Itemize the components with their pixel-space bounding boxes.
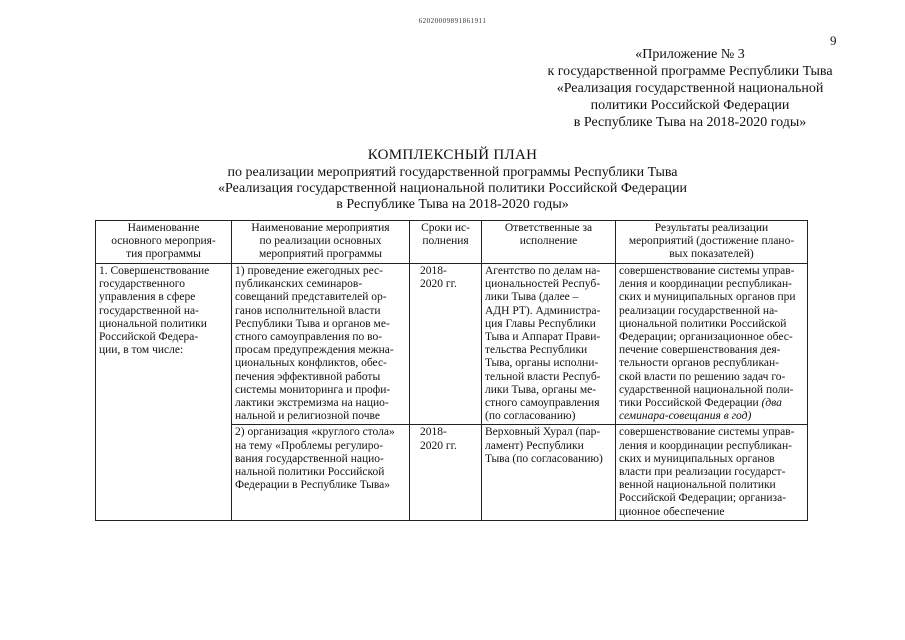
term-cell: 2018- 2020 гг. (410, 264, 482, 425)
appendix-header (520, 46, 860, 131)
plan-title: КОМПЛЕКСНЫЙ ПЛАН (367, 147, 538, 163)
plan-table (95, 220, 808, 521)
table-header-row (96, 221, 808, 264)
appendix-line: в Республике Тыва на 2018-2020 годы» (573, 115, 807, 130)
header-term: Сроки ис- полнения (410, 221, 482, 264)
appendix-line: политики Российской Федерации (590, 98, 790, 113)
main-activity-cell: 1. Совершенствование государственного управления в сфере государственной на- циональной политики Российской Федера- ции, в том числе: (96, 264, 232, 521)
results-cell: совершенствование системы управ- ления и координации республикан- ских и муниципальных органов при реализации государственной на- циональной политики Российской Федерации; организационное обес- печение совершенствования дея- тельности органов республикан- ской власти по решению задач го- сударственной национальной поли- тики Российской Федерации (два семинара-совещания в год) (616, 264, 808, 425)
results-cell: совершенствование системы управ- ления и координации республикан- ских и муниципальных органов власти при реализации государст- венной национальной политики Российской Федерации; организа- ционное обеспечение (616, 425, 808, 520)
header-main-activity: Наименование основного мероприя- тия программы (96, 221, 232, 264)
responsible-cell: Агентство по делам на- циональностей Респуб- лики Тыва (далее – АДН РТ). Администра- ция Главы Республики Тыва и Аппарат Прави- тельства Республики Тыва, органы исполни- тельной власти Респуб- лики Тыва, органы ме- стного самоуправления (по согласованию) (482, 264, 616, 425)
page-number: 9 (830, 33, 837, 48)
appendix-line: к государственной программе Республики Тыва (547, 64, 833, 79)
header-responsible: Ответственные за исполнение (482, 221, 616, 264)
plan-subtitle-line: по реализации мероприятий государственной программы Республики Тыва (227, 165, 678, 180)
document-code: 62020009891861911 (418, 17, 487, 25)
table-row (96, 264, 808, 425)
responsible-cell: Верховный Хурал (пар- ламент) Республики Тыва (по согласованию) (482, 425, 616, 520)
plan-subtitle (0, 165, 905, 213)
activity-cell: 2) организация «круглого стола» на тему «Проблемы регулиро- вания государственной нацио- нальной политики Российской Федерации в Республике Тыва» (232, 425, 410, 520)
plan-subtitle-line: в Республике Тыва на 2018-2020 годы» (336, 197, 569, 212)
header-results: Результаты реализации мероприятий (достижение плано- вых показателей) (616, 221, 808, 264)
header-activity: Наименование мероприятия по реализации основных мероприятий программы (232, 221, 410, 264)
appendix-line: «Реализация государственной национальной (556, 81, 824, 96)
appendix-line: «Приложение № 3 (635, 47, 745, 62)
term-cell: 2018- 2020 гг. (410, 425, 482, 520)
activity-cell: 1) проведение ежегодных рес- публиканских семинаров- совещаний представителей ор- ганов исполнительной власти Республики Тыва и органов ме- стного самоуправления по во- просам предупреждения межна- циональных конфликтов, обес- печения эффективной работы системы мониторинга и профи- лактики экстремизма на нацио- нальной и религиозной почве (232, 264, 410, 425)
plan-subtitle-line: «Реализация государственной национальной политики Российской Федерации (218, 181, 687, 196)
